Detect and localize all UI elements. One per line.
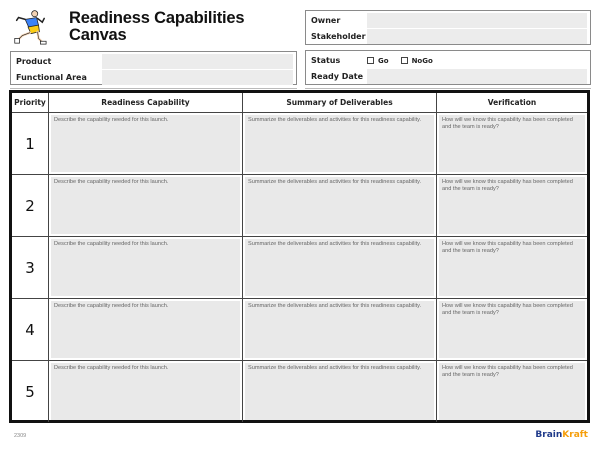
ready-date-row: [309, 69, 587, 84]
owner-field[interactable]: [367, 13, 587, 28]
document-code: 2309: [14, 433, 27, 439]
ready-date-label: Ready Date: [311, 72, 363, 81]
summary-field[interactable]: Summarize the deliverables and activities for this readiness capability.: [245, 301, 434, 358]
status-info-box: [305, 50, 591, 85]
table-row: [12, 113, 587, 175]
product-label: Product: [16, 57, 52, 66]
title-line-2: Canvas: [69, 26, 127, 44]
nogo-label: NoGo: [411, 56, 433, 65]
functional-area-field[interactable]: [102, 70, 293, 85]
divider: [10, 88, 297, 89]
table-row: [12, 237, 587, 299]
capability-field[interactable]: Describe the capability needed for this launch.: [51, 115, 240, 172]
priority-cell: 4: [12, 299, 49, 360]
stakeholder-field[interactable]: [367, 29, 587, 44]
summary-field[interactable]: Summarize the deliverables and activities for this readiness capability.: [245, 363, 434, 420]
verification-field[interactable]: How will we know this capability has been completed and the team is ready?: [439, 115, 585, 172]
brand-part-brain: Brain: [535, 430, 563, 440]
verification-field[interactable]: How will we know this capability has been completed and the team is ready?: [439, 177, 585, 234]
go-option[interactable]: [367, 57, 389, 65]
header-priority: Priority: [12, 93, 49, 112]
table-row: [12, 299, 587, 361]
priority-cell: 3: [12, 237, 49, 298]
nogo-checkbox[interactable]: [401, 57, 408, 64]
capabilities-table: [9, 90, 590, 423]
status-row: [309, 53, 587, 68]
summary-field[interactable]: Summarize the deliverables and activities for this readiness capability.: [245, 115, 434, 172]
product-row: [14, 54, 293, 69]
verification-field[interactable]: How will we know this capability has been completed and the team is ready?: [439, 301, 585, 358]
capability-field[interactable]: Describe the capability needed for this launch.: [51, 177, 240, 234]
header-verification: Verification: [487, 98, 537, 107]
divider: [305, 88, 591, 89]
summary-field[interactable]: Summarize the deliverables and activities for this readiness capability.: [245, 177, 434, 234]
header-summary-of-deliverables: Summary of Deliverables: [243, 93, 437, 112]
product-info-box: [10, 51, 297, 85]
verification-field[interactable]: How will we know this capability has been completed and the team is ready?: [439, 363, 585, 420]
table-header: [12, 93, 587, 113]
capability-field[interactable]: Describe the capability needed for this launch.: [51, 239, 240, 296]
verification-field[interactable]: How will we know this capability has been completed and the team is ready?: [439, 239, 585, 296]
summary-field[interactable]: Summarize the deliverables and activities for this readiness capability.: [245, 239, 434, 296]
brand-part-kraft: Kraft: [562, 430, 588, 440]
owner-row: [309, 13, 587, 28]
table-row: [12, 175, 587, 237]
page-title: [69, 10, 244, 44]
title-line-1: Readiness Capabilities: [69, 9, 245, 27]
priority-cell: 2: [12, 175, 49, 236]
owner-label: Owner: [311, 16, 341, 25]
go-checkbox[interactable]: [367, 57, 374, 64]
status-label: Status: [311, 56, 341, 65]
running-person-icon: [10, 8, 48, 46]
ready-date-field[interactable]: [367, 69, 587, 84]
priority-cell: 1: [12, 113, 49, 174]
stakeholder-row: [309, 29, 587, 44]
stakeholder-label: Stakeholder: [311, 32, 366, 41]
nogo-option[interactable]: [401, 57, 433, 65]
capability-field[interactable]: Describe the capability needed for this launch.: [51, 363, 240, 420]
owner-info-box: [305, 10, 591, 45]
header-readiness-capability: Readiness Capability: [49, 93, 243, 112]
functional-area-label: Functional Area: [16, 73, 87, 82]
capability-field[interactable]: Describe the capability needed for this launch.: [51, 301, 240, 358]
go-label: Go: [378, 56, 389, 65]
priority-cell: 5: [12, 361, 49, 422]
brand-logo: [535, 430, 588, 440]
functional-area-row: [14, 70, 293, 85]
table-row: [12, 361, 587, 422]
product-field[interactable]: [102, 54, 293, 69]
